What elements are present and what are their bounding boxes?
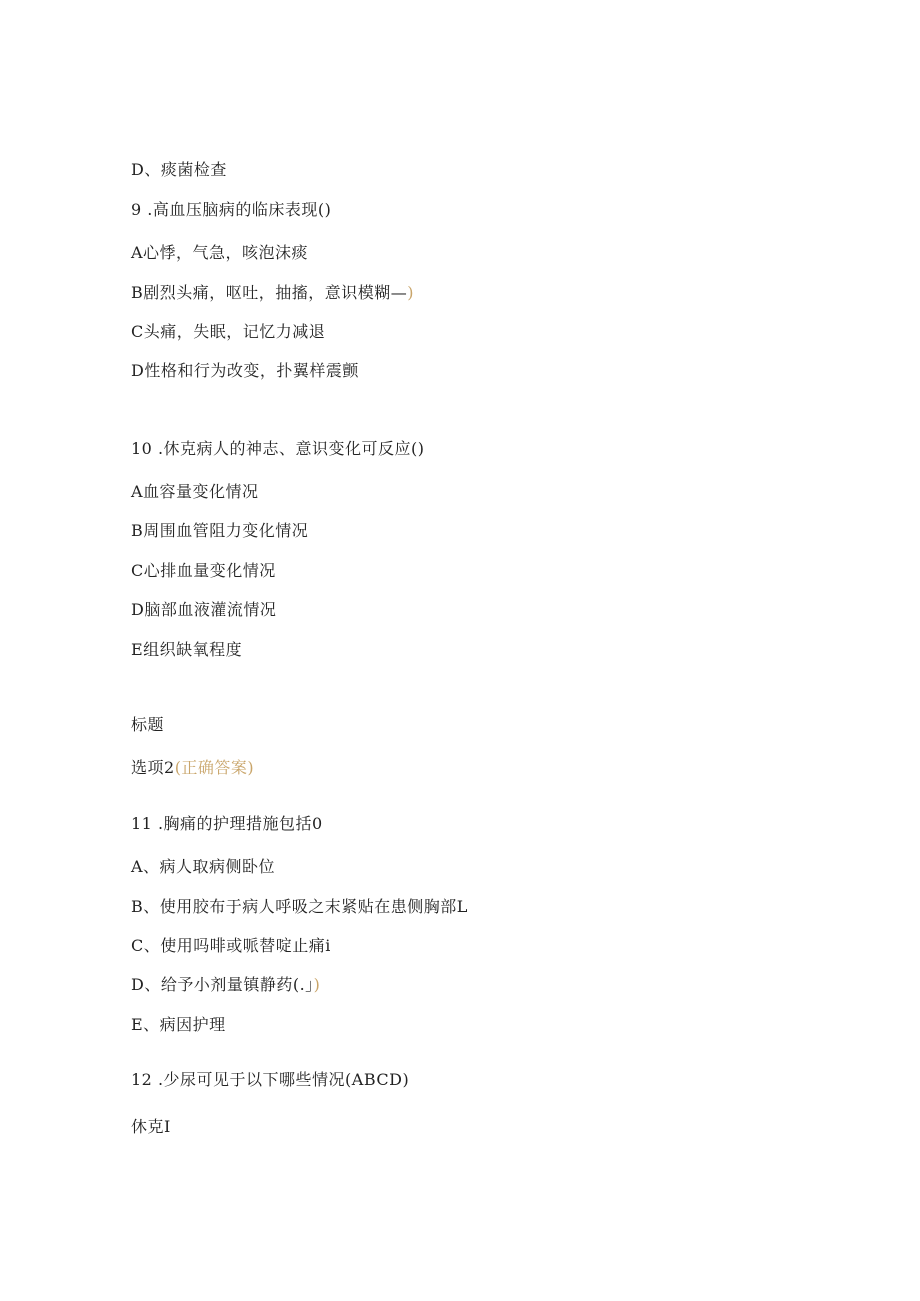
q9-question: 9 .高血压脑病的临床表现() bbox=[131, 200, 332, 219]
q11-option-d-text: D、给予小剂量镇静药(.」 bbox=[131, 975, 314, 994]
option-2 bbox=[131, 758, 254, 778]
q11-option-d-mark: ) bbox=[313, 975, 321, 994]
q12-answer: 休克I bbox=[131, 1117, 171, 1136]
q9-option-c: C头痛，失眠，记忆力减退 bbox=[131, 322, 326, 341]
q11-question: 11 .胸痛的护理措施包括0 bbox=[131, 814, 323, 833]
q9-option-b-text: B剧烈头痛，呕吐，抽搐，意识模糊— bbox=[131, 283, 408, 302]
q11-option-d bbox=[131, 975, 320, 995]
option-2-text: 选项2 bbox=[131, 758, 175, 777]
q11-option-c: C、使用吗啡或哌替啶止痛i bbox=[131, 936, 331, 955]
heading: 标题 bbox=[131, 715, 165, 734]
correct-answer-marker: (正确答案) bbox=[174, 758, 255, 777]
q11-option-e: E、病因护理 bbox=[131, 1015, 226, 1034]
q11-option-b: B、使用胶布于病人呼吸之末紧贴在患侧胸部L bbox=[131, 897, 468, 916]
q9-option-b-mark: ) bbox=[407, 283, 415, 302]
q10-option-e: E组织缺氧程度 bbox=[131, 640, 243, 659]
q10-question: 10 .休克病人的神志、意识变化可反应() bbox=[131, 439, 425, 458]
q8-option-d: D、痰菌检查 bbox=[131, 160, 227, 179]
q10-option-d: D脑部血液灌流情况 bbox=[131, 600, 277, 619]
q9-option-a: A心悸，气急，咳泡沫痰 bbox=[131, 243, 309, 262]
q11-option-a: A、病人取病侧卧位 bbox=[131, 857, 276, 876]
q9-option-d: D性格和行为改变，扑翼样震颤 bbox=[131, 361, 359, 380]
q10-option-a: A血容量变化情况 bbox=[131, 482, 259, 501]
q9-option-b bbox=[131, 283, 414, 303]
q12-question: 12 .少尿可见于以下哪些情况(ABCD) bbox=[131, 1070, 410, 1089]
q10-option-c: C心排血量变化情况 bbox=[131, 561, 276, 580]
q10-option-b: B周围血管阻力变化情况 bbox=[131, 521, 309, 540]
